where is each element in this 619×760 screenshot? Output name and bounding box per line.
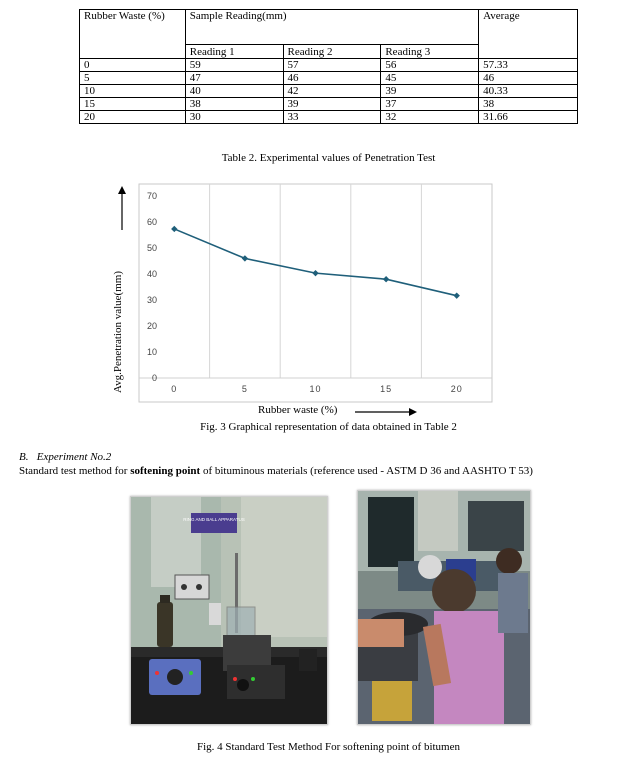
table-cell: 37 <box>381 98 479 111</box>
y-axis-label: Avg.Penetration value(mm) <box>112 271 124 393</box>
table-cell: 56 <box>381 59 479 72</box>
table-cell: 30 <box>185 111 283 124</box>
x-tick-label: 10 <box>309 384 322 394</box>
header-reading-3: Reading 3 <box>381 45 479 59</box>
laboratory-photo <box>357 490 531 725</box>
section-title: Experiment No.2 <box>36 451 112 463</box>
table-cell: 59 <box>185 59 283 72</box>
header-sample-reading: Sample Reading(mm) <box>185 10 478 45</box>
x-axis-arrow <box>355 407 417 417</box>
header-average: Average <box>479 10 578 59</box>
table-cell: 38 <box>479 98 578 111</box>
sign-text: RING AND BALL APPARATUS <box>183 517 245 522</box>
y-tick-label: 60 <box>146 217 157 227</box>
table-cell: 5 <box>80 72 186 85</box>
paragraph-bold: softening point <box>130 465 201 477</box>
grid-layer <box>139 184 492 378</box>
table-cell: 31.66 <box>479 111 578 124</box>
y-tick-labels <box>147 191 157 383</box>
data-points <box>171 226 460 299</box>
table-cell: 45 <box>381 72 479 85</box>
figure-3-caption: Fig. 3 Graphical representation of data obtained in Table 2 <box>200 421 457 433</box>
data-point <box>242 255 248 261</box>
section-heading <box>19 451 111 463</box>
y-arrow-head <box>118 186 126 194</box>
table-cell: 32 <box>381 111 479 124</box>
paragraph-text: of bituminous materials (reference used - ASTM D 36 and AASHTO T 53) <box>200 465 533 477</box>
penetration-line-chart <box>105 182 505 422</box>
table-cell: 47 <box>185 72 283 85</box>
table-cell: 57.33 <box>479 59 578 72</box>
table-caption: Table 2. Experimental values of Penetration Test <box>221 152 436 164</box>
y-tick-label: 50 <box>146 243 157 253</box>
table-cell: 10 <box>80 85 186 98</box>
apparatus-sign <box>191 513 237 533</box>
y-tick-label: 30 <box>146 295 157 305</box>
series-line <box>174 229 456 296</box>
header-rubber-waste: Rubber Waste (%) <box>80 10 186 59</box>
table-cell: 46 <box>479 72 578 85</box>
y-tick-label: 40 <box>146 269 157 279</box>
x-tick-label: 0 <box>171 384 178 394</box>
section-label: B. <box>19 451 29 463</box>
table-cell: 15 <box>80 98 186 111</box>
table-row <box>80 85 578 98</box>
header-reading-1: Reading 1 <box>185 45 283 59</box>
y-tick-label: 70 <box>146 191 157 201</box>
table-cell: 57 <box>283 59 381 72</box>
figure-4-caption: Fig. 4 Standard Test Method For softening point of bitumen <box>196 741 460 753</box>
table-cell: 33 <box>283 111 381 124</box>
x-tick-label: 5 <box>241 384 248 394</box>
table-cell: 40 <box>185 85 283 98</box>
table-cell: 38 <box>185 98 283 111</box>
table-cell: 40.33 <box>479 85 578 98</box>
table-row <box>80 59 578 72</box>
x-tick-label: 20 <box>450 384 463 394</box>
y-tick-label: 0 <box>151 373 157 383</box>
data-point <box>454 292 460 298</box>
table-cell: 20 <box>80 111 186 124</box>
table-cell: 42 <box>283 85 381 98</box>
table-row <box>80 72 578 85</box>
data-point <box>383 276 389 282</box>
header-reading-2: Reading 2 <box>283 45 381 59</box>
y-tick-label: 10 <box>146 347 157 357</box>
table-cell: 0 <box>80 59 186 72</box>
penetration-table <box>79 9 578 124</box>
table-row <box>80 111 578 124</box>
apparatus-photo <box>130 496 328 725</box>
table-cell: 46 <box>283 72 381 85</box>
x-tick-label: 15 <box>380 384 393 394</box>
y-tick-label: 20 <box>146 321 157 331</box>
table-cell: 39 <box>283 98 381 111</box>
x-tick-labels <box>171 384 462 394</box>
table-row <box>80 98 578 111</box>
data-point <box>312 270 318 276</box>
data-point <box>171 226 177 232</box>
table-cell: 39 <box>381 85 479 98</box>
chart-frame <box>139 184 492 402</box>
section-paragraph <box>19 465 614 477</box>
paragraph-text: Standard test method for <box>19 465 131 477</box>
x-axis-label: Rubber waste (%) <box>258 404 338 416</box>
